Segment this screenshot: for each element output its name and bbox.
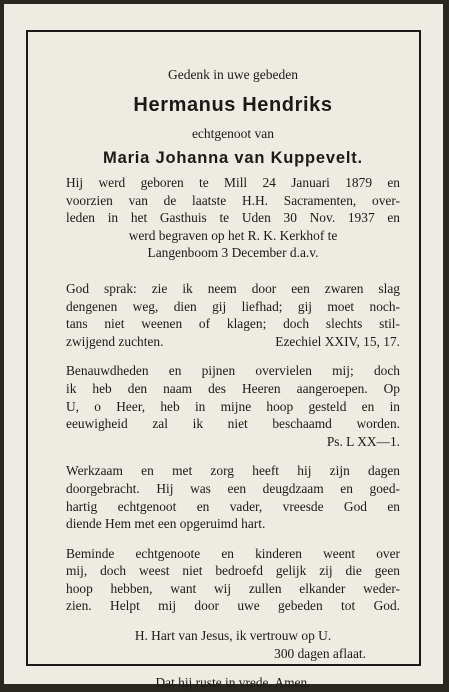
character-paragraph xyxy=(66,462,400,532)
bio-line: Hij werd geboren te Mill 24 Januari 1879 en xyxy=(66,175,400,190)
bio-paragraph xyxy=(66,174,400,262)
quote-line: tans niet weenen of klagen; doch slechts stil- xyxy=(66,316,400,332)
bio-line: werd begraven op het R. K. Kerkhof te xyxy=(128,227,338,243)
bio-line: voorzien van de laatste H.H. Sacramenten, over- xyxy=(66,192,400,208)
quote-line: U, o Heer, heb in mijne hoop gesteld en in xyxy=(66,398,400,414)
quote-line: dengenen weg, dien gij liefhad; gij moet noch- xyxy=(66,298,400,314)
quote-reference: Ps. L XX—1. xyxy=(326,433,400,449)
paragraph-line: doorgebracht. Hij was een deugdzaam en goed- xyxy=(66,480,400,496)
card-content xyxy=(66,66,400,692)
quote-line: zwijgend zuchten. xyxy=(66,333,164,349)
bio-line: Langenboom 3 December d.a.v. xyxy=(147,245,319,261)
farewell-paragraph xyxy=(66,545,400,615)
paragraph-line: hoop hebben, want wij zullen elkander weder- xyxy=(66,580,400,596)
prayer-text: H. Hart van Jesus, ik vertrouw op U. xyxy=(134,628,332,644)
quote-reference: Ezechiel XXIV, 15, 17. xyxy=(275,333,400,349)
paragraph-line: mij, doch weest niet bedroefd gelijk zij die geen xyxy=(66,563,400,579)
paragraph-line: Werkzaam en met zorg heeft hij zijn dagen xyxy=(66,463,400,479)
closing-text: Dat hij ruste in vrede. Amen. xyxy=(155,675,311,691)
deceased-name: Hermanus Hendriks xyxy=(133,93,333,116)
paragraph-line: diende Hem met een opgeruimd hart. xyxy=(66,516,266,532)
header-text: Gedenk in uwe gebeden xyxy=(167,67,299,82)
quote-line: Benauwdheden en pijnen overvielen mij; doch xyxy=(66,363,400,379)
quote-psalm xyxy=(66,362,400,450)
quote-line: eeuwigheid zal ik niet beschaamd worden. xyxy=(66,416,400,432)
memorial-card xyxy=(4,4,443,691)
paragraph-line: hartig echtgenoot en vader, vreesde God en xyxy=(66,498,400,514)
quote-line: ik heb den naam des Heeren aangeroepen. Op xyxy=(66,380,400,396)
quote-ezechiel xyxy=(66,280,400,350)
indulgence-text: 300 dagen aflaat. xyxy=(274,645,366,661)
spouse-name: Maria Johanna van Kuppevelt. xyxy=(103,149,363,167)
paragraph-line: Beminde echtgenoote en kinderen weent over xyxy=(66,545,400,561)
paragraph-line: zien. Helpt mij door uwe gebeden tot God. xyxy=(66,598,400,614)
relation-text: echtgenoot van xyxy=(191,125,275,141)
bio-line: leden in het Gasthuis te Uden 30 Nov. 1937 en xyxy=(66,210,400,226)
quote-line: God sprak: zie ik neem door een zwaren slag xyxy=(66,280,400,296)
